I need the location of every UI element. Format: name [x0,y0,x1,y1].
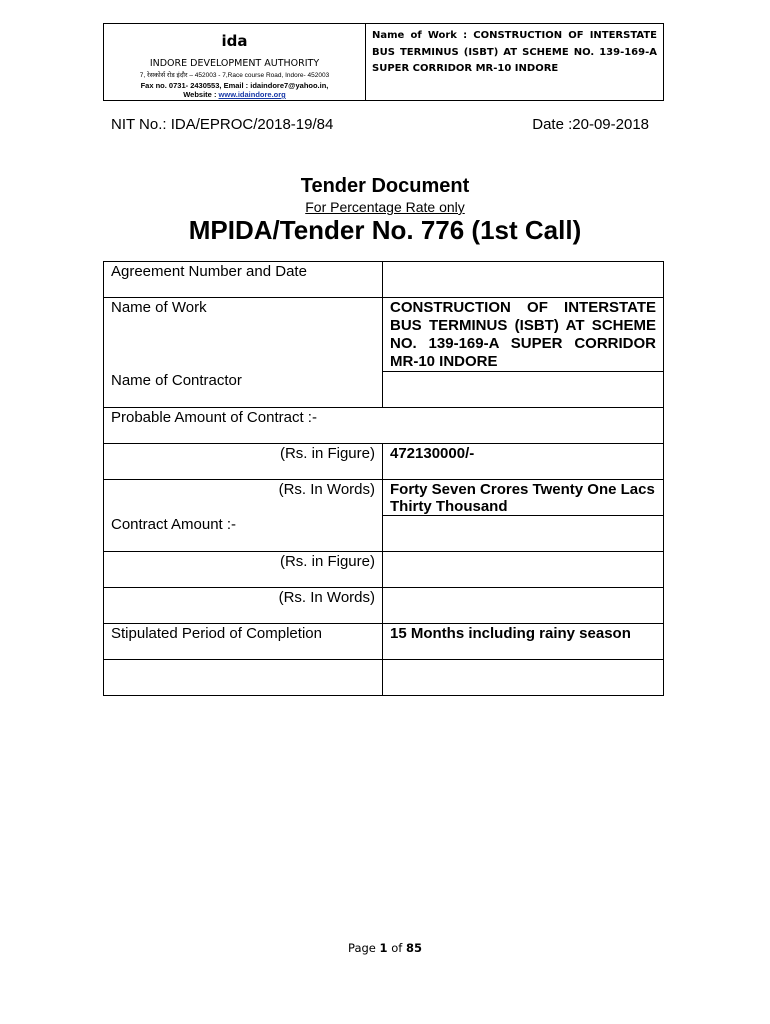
website-label: Website : [183,90,217,99]
page-total: 85 [405,941,422,955]
table-row [104,552,664,588]
tender-details-table [103,261,664,696]
org-address: 7, रेसकोर्स रोड इंदौर – 452003 - 7,Race course Road, Indore- 452003 [139,72,330,79]
table-row [104,444,664,480]
contractor-label: Name of Contractor [104,372,383,408]
table-row [104,298,664,372]
contract-words-value [383,588,664,624]
website-link[interactable]: www.idaindore.org [218,90,286,99]
probable-words-label: (Rs. In Words) [104,480,383,516]
agreement-value [383,262,664,298]
tender-number: MPIDA/Tender No. 776 (1st Call) [188,215,582,245]
org-name: INDORE DEVELOPMENT AUTHORITY [149,58,320,69]
period-label: Stipulated Period of Completion [104,624,383,660]
contract-words-label: (Rs. In Words) [104,588,383,624]
contract-amount-blank [383,516,664,552]
contract-figure-label: (Rs. in Figure) [104,552,383,588]
agreement-label: Agreement Number and Date [104,262,383,298]
contractor-value [383,372,664,408]
probable-amount-label: Probable Amount of Contract :- [104,408,664,444]
page-of: of [387,941,406,955]
page-footer [0,941,770,955]
contract-amount-label: Contract Amount :- [104,516,383,552]
org-fax-email: Fax no. 0731- 2430553, Email : idaindore7@yahoo.in, [140,81,329,90]
blank-cell [104,660,383,696]
contract-figure-value [383,552,664,588]
document-subtitle: For Percentage Rate only [305,199,465,215]
table-row [104,588,664,624]
probable-figure-value: 472130000/- [383,444,664,480]
table-row [104,408,664,444]
table-row [104,372,664,408]
work-value [383,298,664,372]
page-prefix: Page [348,941,380,955]
table-row [104,262,664,298]
table-row [104,660,664,696]
probable-words-value: Forty Seven Crores Twenty One Lacs Thirty Thousand [383,480,664,516]
table-row [104,480,664,516]
nit-number: NIT No.: IDA/EPROC/2018-19/84 [111,116,334,133]
probable-figure-label: (Rs. in Figure) [104,444,383,480]
table-row [104,624,664,660]
nit-row [111,116,649,133]
ida-logo: ida [221,32,248,50]
table-row [104,516,664,552]
work-line: MR-10 INDORE [390,353,498,370]
document-title: Tender Document [300,175,470,197]
work-line: CONSTRUCTION OF INTERSTATE [390,299,656,316]
blank-cell [383,660,664,696]
nit-date: Date :20-09-2018 [532,116,649,133]
work-line: BUS TERMINUS (ISBT) AT SCHEME [390,317,656,334]
letterhead-org-block [104,24,366,100]
period-value: 15 Months including rainy season [383,624,664,660]
work-label: Name of Work [104,298,383,372]
work-line: NO. 139-169-A SUPER CORRIDOR [390,335,656,352]
letterhead [103,23,664,101]
org-website-line [104,90,365,99]
letterhead-work-name: Name of Work : CONSTRUCTION OF INTERSTATE BUS TERMINUS (ISBT) AT SCHEME NO. 139-169-A SUPER CORRIDOR MR-10 INDORE [372,30,657,74]
page-number: 1 [379,941,388,955]
